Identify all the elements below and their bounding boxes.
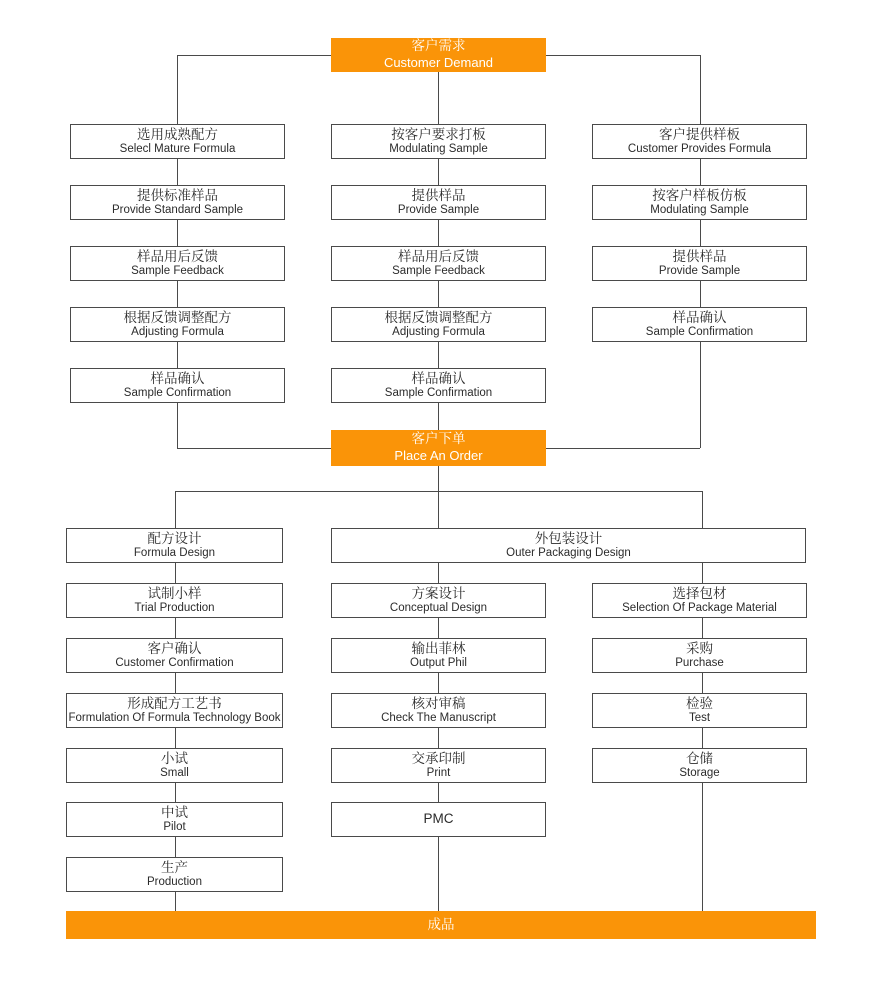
box-label-zh: 根据反馈调整配方 bbox=[123, 309, 232, 325]
box-label-en: Check The Manuscript bbox=[381, 711, 496, 724]
connector-line bbox=[438, 837, 439, 911]
box-label-en: Purchase bbox=[675, 656, 724, 669]
connector-line bbox=[700, 220, 701, 246]
box-pmc bbox=[331, 802, 546, 837]
box-sample-confirmation-right bbox=[592, 307, 807, 342]
connector-line bbox=[546, 55, 700, 56]
connector-line bbox=[177, 448, 331, 449]
box-storage bbox=[592, 748, 807, 783]
box-output-phil bbox=[331, 638, 546, 673]
connector-line bbox=[438, 563, 439, 583]
box-label-zh: 选用成熟配方 bbox=[137, 126, 218, 142]
box-label-zh: 样品确认 bbox=[411, 370, 466, 386]
box-label-zh: 样品确认 bbox=[672, 309, 727, 325]
connector-line bbox=[177, 159, 178, 185]
connector-line bbox=[175, 837, 176, 857]
banner-label-en: Customer Demand bbox=[383, 55, 494, 71]
box-label-en: Sample Confirmation bbox=[645, 325, 754, 338]
connector-line bbox=[438, 403, 439, 430]
connector-line bbox=[702, 491, 703, 528]
box-label-zh: 输出菲林 bbox=[411, 640, 466, 656]
box-label-en: Pilot bbox=[163, 820, 186, 833]
box-label-zh: 核对审稿 bbox=[411, 695, 466, 711]
box-label-en: Provide Standard Sample bbox=[111, 203, 244, 216]
box-sample-feedback-middle bbox=[331, 246, 546, 281]
box-label-en: Sample Feedback bbox=[392, 264, 485, 277]
connector-line bbox=[546, 448, 700, 449]
box-label-zh: 按客户要求打板 bbox=[391, 126, 486, 142]
connector-line bbox=[702, 563, 703, 583]
box-label-en: Sample Confirmation bbox=[384, 386, 493, 399]
box-label-zh: 客户确认 bbox=[147, 640, 202, 656]
box-label-zh: 提供标准样品 bbox=[137, 187, 218, 203]
box-select-mature-formula bbox=[70, 124, 285, 159]
box-print bbox=[331, 748, 546, 783]
connector-line bbox=[175, 563, 176, 583]
box-conceptual-design bbox=[331, 583, 546, 618]
box-label-en: Provide Sample bbox=[397, 203, 480, 216]
box-customer-provides-formula bbox=[592, 124, 807, 159]
connector-line bbox=[175, 618, 176, 638]
box-label-zh: 仓储 bbox=[686, 750, 713, 766]
box-sample-confirmation-middle bbox=[331, 368, 546, 403]
box-label-en: Storage bbox=[679, 766, 720, 779]
banner-label-zh: 客户需求 bbox=[411, 38, 466, 54]
box-formula-technology-book bbox=[66, 693, 283, 728]
box-pilot bbox=[66, 802, 283, 837]
box-sample-feedback-left bbox=[70, 246, 285, 281]
connector-line bbox=[438, 342, 439, 368]
box-provide-standard-sample bbox=[70, 185, 285, 220]
box-formula-design bbox=[66, 528, 283, 563]
box-label-en: Selecl Mature Formula bbox=[119, 142, 236, 155]
box-adjusting-formula-middle bbox=[331, 307, 546, 342]
box-label-zh: 交承印制 bbox=[411, 750, 466, 766]
banner-finished-product bbox=[66, 911, 816, 939]
box-label-zh: 样品用后反馈 bbox=[137, 248, 218, 264]
connector-line bbox=[438, 220, 439, 246]
box-label-en: Sample Confirmation bbox=[123, 386, 232, 399]
connector-line bbox=[700, 342, 701, 448]
banner-label-zh: 客户下单 bbox=[411, 431, 466, 447]
connector-line bbox=[175, 728, 176, 748]
connector-line bbox=[702, 728, 703, 748]
box-label-zh: 客户提供样板 bbox=[659, 126, 740, 142]
box-customer-confirmation bbox=[66, 638, 283, 673]
box-label-zh: 试制小样 bbox=[147, 585, 202, 601]
connector-line bbox=[702, 618, 703, 638]
box-label-en: Print bbox=[426, 766, 451, 779]
box-modulating-sample-right bbox=[592, 185, 807, 220]
box-small-test bbox=[66, 748, 283, 783]
banner-label-en: Place An Order bbox=[394, 448, 483, 464]
box-modulating-sample-middle bbox=[331, 124, 546, 159]
connector-line bbox=[177, 55, 178, 124]
box-adjusting-formula-left bbox=[70, 307, 285, 342]
connector-line bbox=[700, 55, 701, 124]
box-provide-sample-right bbox=[592, 246, 807, 281]
connector-line bbox=[438, 159, 439, 185]
box-label-en: Test bbox=[688, 711, 711, 724]
box-label-en: Modulating Sample bbox=[389, 142, 488, 155]
connector-line bbox=[175, 491, 176, 528]
box-label-zh: 生产 bbox=[161, 859, 188, 875]
box-label-en: Formulation Of Formula Technology Book bbox=[68, 711, 281, 724]
box-label-zh: 根据反馈调整配方 bbox=[384, 309, 493, 325]
box-label-en: Customer Provides Formula bbox=[627, 142, 772, 155]
connector-line bbox=[177, 55, 331, 56]
box-label-en: Modulating Sample bbox=[650, 203, 749, 216]
box-label-zh: 方案设计 bbox=[411, 585, 466, 601]
box-label-zh: 检验 bbox=[686, 695, 713, 711]
connector-line bbox=[700, 281, 701, 307]
box-provide-sample-middle bbox=[331, 185, 546, 220]
connector-line bbox=[702, 673, 703, 693]
box-label-zh: 采购 bbox=[686, 640, 713, 656]
connector-line bbox=[438, 281, 439, 307]
banner-customer-demand bbox=[331, 38, 546, 72]
banner-place-an-order bbox=[331, 430, 546, 466]
box-label-zh: 外包装设计 bbox=[534, 530, 603, 546]
box-sample-confirmation-left bbox=[70, 368, 285, 403]
connector-line bbox=[177, 281, 178, 307]
box-label-zh: 中试 bbox=[161, 804, 188, 820]
connector-line bbox=[177, 342, 178, 368]
box-label-zh: 样品确认 bbox=[150, 370, 205, 386]
connector-line bbox=[700, 159, 701, 185]
box-label-zh: 小试 bbox=[161, 750, 188, 766]
box-check-the-manuscript bbox=[331, 693, 546, 728]
box-label-en: Formula Design bbox=[133, 546, 216, 559]
box-production bbox=[66, 857, 283, 892]
connector-line bbox=[438, 72, 439, 124]
box-label-zh: PMC bbox=[423, 811, 454, 827]
connector-line bbox=[175, 892, 176, 911]
box-label-zh: 配方设计 bbox=[147, 530, 202, 546]
connector-line bbox=[438, 728, 439, 748]
box-label-zh: 选择包材 bbox=[672, 585, 727, 601]
box-label-zh: 样品用后反馈 bbox=[398, 248, 479, 264]
connector-line bbox=[438, 466, 439, 528]
box-test bbox=[592, 693, 807, 728]
box-purchase bbox=[592, 638, 807, 673]
box-label-zh: 提供样品 bbox=[411, 187, 466, 203]
box-trial-production bbox=[66, 583, 283, 618]
connector-line bbox=[175, 783, 176, 802]
box-label-en: Customer Confirmation bbox=[115, 656, 234, 669]
box-label-zh: 形成配方工艺书 bbox=[127, 695, 222, 711]
connector-line bbox=[438, 673, 439, 693]
box-label-zh: 按客户样板仿板 bbox=[652, 187, 747, 203]
box-label-en: Selection Of Package Material bbox=[622, 601, 777, 614]
banner-label-zh: 成品 bbox=[427, 916, 455, 932]
connector-line bbox=[702, 783, 703, 911]
box-label-zh: 提供样品 bbox=[672, 248, 727, 264]
box-label-en: Adjusting Formula bbox=[131, 325, 224, 338]
box-label-en: Sample Feedback bbox=[131, 264, 224, 277]
box-label-en: Output Phil bbox=[410, 656, 467, 669]
box-label-en: Adjusting Formula bbox=[392, 325, 485, 338]
connector-line bbox=[177, 220, 178, 246]
box-label-en: Provide Sample bbox=[658, 264, 741, 277]
connector-line bbox=[177, 403, 178, 448]
box-label-en: Trial Production bbox=[134, 601, 215, 614]
box-outer-packaging-design bbox=[331, 528, 806, 563]
connector-line bbox=[438, 783, 439, 802]
connector-line bbox=[438, 618, 439, 638]
box-label-en: Outer Packaging Design bbox=[506, 546, 631, 559]
connector-line bbox=[175, 491, 702, 492]
box-label-en: Conceptual Design bbox=[389, 601, 488, 614]
box-label-en: Small bbox=[160, 766, 189, 779]
box-selection-of-package-material bbox=[592, 583, 807, 618]
connector-line bbox=[175, 673, 176, 693]
box-label-en: Production bbox=[147, 875, 202, 888]
